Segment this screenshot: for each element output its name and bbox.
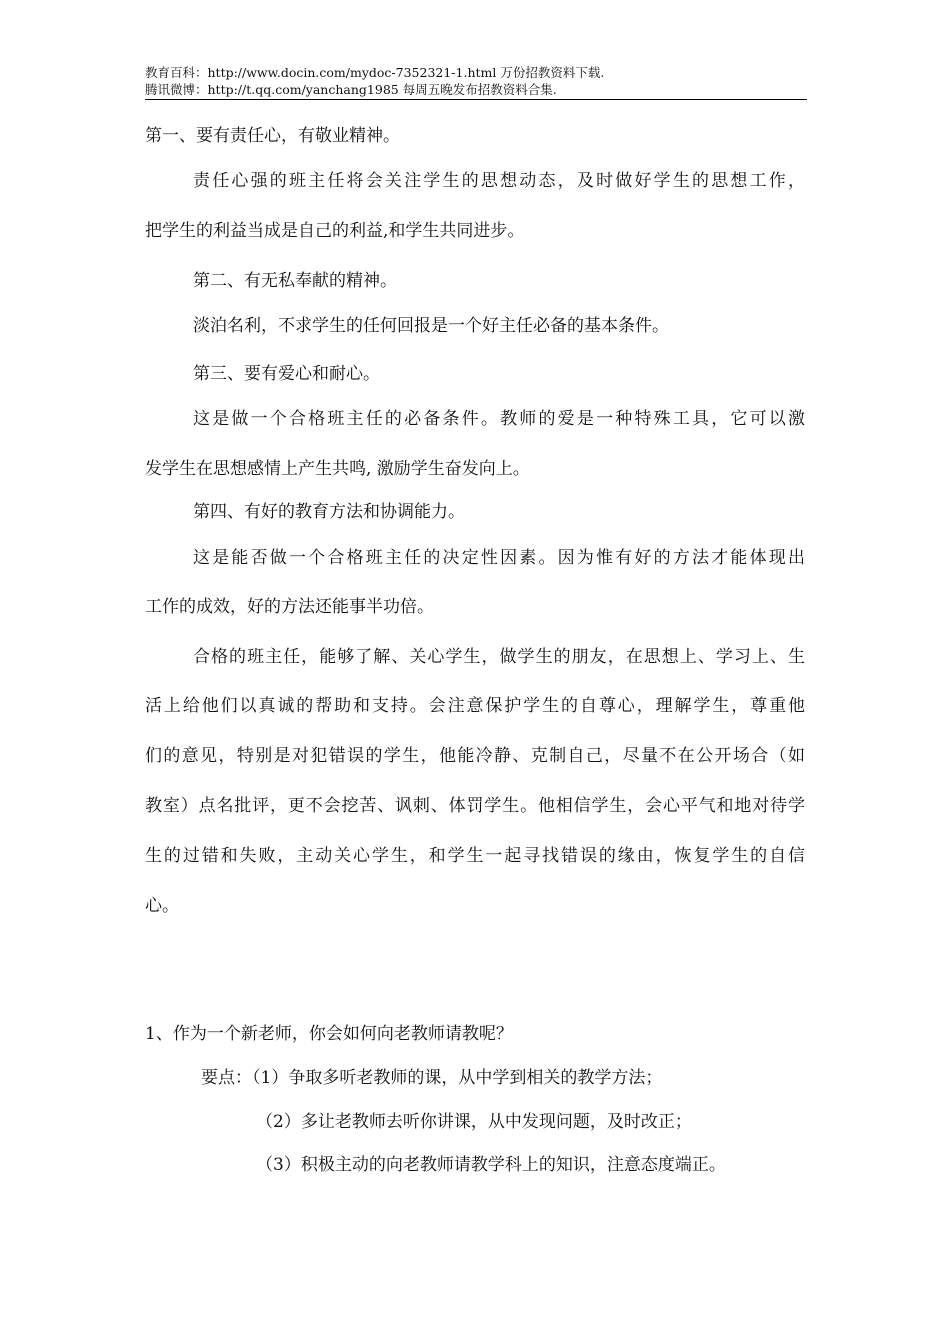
point-3-heading: 第三、要有爱心和耐心。 [193,364,380,384]
point-1-heading: 第一、要有责任心，有敬业精神。 [145,126,400,146]
header-line-2: 腾讯微博：http://t.qq.com/yanchang1985 每周五晚发布招教资料合集. [145,82,557,97]
question-point-1: 要点：（1）争取多听老教师的课，从中学到相关的教学方法； [201,1068,663,1088]
question-point-2: （2）多让老教师去听你讲课，从中发现问题，及时改正； [256,1112,692,1132]
paragraph-line: 这是能否做一个合格班主任的决定性因素。因为惟有好的方法才能体现出 [193,548,805,568]
question-title: 1、作为一个新老师，你会如何向老教师请教呢？ [145,1024,513,1044]
paragraph-line: 责任心强的班主任将会关注学生的思想动态，及时做好学生的思想工作， [193,171,805,191]
point-2-heading: 第二、有无私奉献的精神。 [193,271,397,291]
page-header [145,64,807,100]
paragraph-line: 心。 [145,896,179,916]
paragraph-line: 工作的成效，好的方法还能事半功倍。 [145,597,434,617]
paragraph-line: 教室）点名批评，更不会挖苦、讽刺、体罚学生。他相信学生，会心平气和地对待学 [145,796,805,816]
paragraph-line: 们的意见，特别是对犯错误的学生，他能冷静、克制自己，尽量不在公开场合（如 [145,746,805,766]
question-point-3: （3）积极主动的向老教师请教学科上的知识，注意态度端正。 [256,1155,726,1175]
paragraph-line: 淡泊名利，不求学生的任何回报是一个好主任必备的基本条件。 [193,316,669,336]
paragraph-line: 发学生在思想感情上产生共鸣, 激励学生奋发向上。 [145,459,530,479]
paragraph-line: 生的过错和失败，主动关心学生，和学生一起寻找错误的缘由，恢复学生的自信 [145,846,805,866]
paragraph-line: 合格的班主任，能够了解、关心学生，做学生的朋友，在思想上、学习上、生 [193,647,805,667]
header-line-1: 教育百科：http://www.docin.com/mydoc-7352321-1.html 万份招教资料下载. [145,65,605,80]
paragraph-line: 活上给他们以真诚的帮助和支持。会注意保护学生的自尊心，理解学生，尊重他 [145,696,805,716]
point-4-heading: 第四、有好的教育方法和协调能力。 [193,502,465,522]
paragraph-line: 把学生的利益当成是自己的利益,和学生共同进步。 [145,221,525,241]
paragraph-line: 这是做一个合格班主任的必备条件。教师的爱是一种特殊工具，它可以激 [193,409,805,429]
